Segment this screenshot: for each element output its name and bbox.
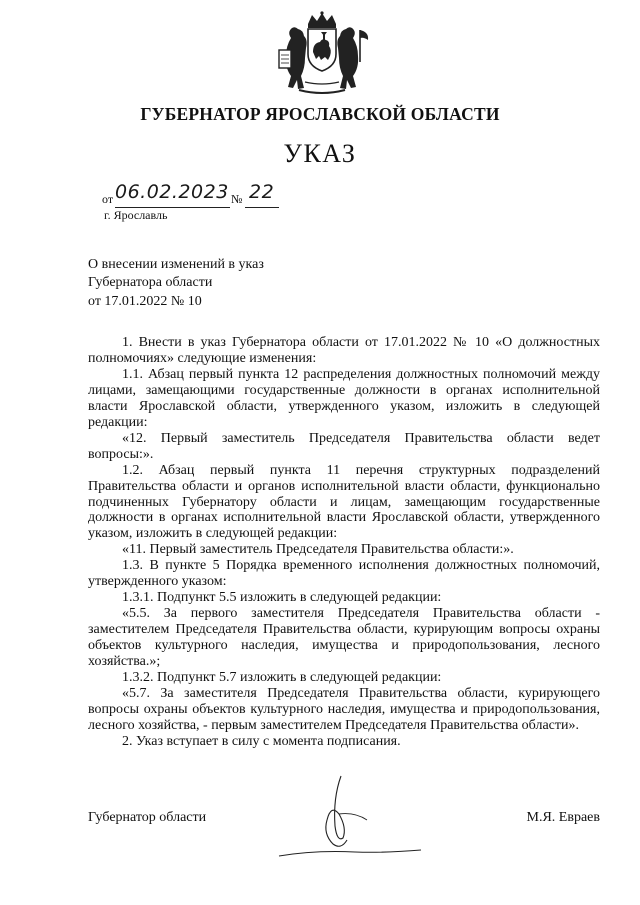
- paragraph-1-2: 1.2. Абзац первый пункта 11 перечня структурных подразделений Правительства области и органов исполнительной власти области, функционально подчиненных Губернатору области и лицам, замещающим государственные должности в органах исполнительной власти Ярославской области, утвержденного указом, изложить в следующей редакции:: [88, 462, 600, 542]
- decree-subject: [88, 256, 264, 311]
- issuing-authority: ГУБЕРНАТОР ЯРОСЛАВСКОЙ ОБЛАСТИ: [140, 104, 500, 124]
- subject-line: от 17.01.2022 № 10: [88, 293, 202, 309]
- subject-line: О внесении изменений в указ: [88, 257, 264, 272]
- city: г. Ярославль: [104, 208, 168, 222]
- document-type: УКАЗ: [283, 139, 357, 168]
- date-value: 06.02.2023: [115, 181, 229, 203]
- paragraph-1-3: 1.3. В пункте 5 Порядка временного исполнения должностных полномочий, утвержденного указом:: [88, 558, 600, 590]
- number-underline: [245, 207, 279, 208]
- paragraph-1-3-1-text: «5.5. За первого заместителя Председателя Правительства области - заместителем Председателя Правительства области, курирующим вопросы охраны объектов культурного наследия, имущества и природопользования, лесного хозяйства.»;: [88, 606, 600, 670]
- paragraph-1-1: 1.1. Абзац первый пункта 12 распределения должностных полномочий между лицами, замещающими государственные должности в органах исполнительной власти Ярославской области, утвержденного указом, изложить в следующей редакции:: [88, 366, 600, 430]
- paragraph-2: 2. Указ вступает в силу с момента подписания.: [122, 733, 401, 749]
- paragraph-1-2-text: «11. Первый заместитель Председателя Правительства области:».: [122, 542, 514, 558]
- paragraph-1-3-1: 1.3.1. Подпункт 5.5 изложить в следующей редакции:: [122, 590, 442, 606]
- signer-title: Губернатор области: [88, 810, 207, 825]
- signer-name: М.Я. Евраев: [526, 810, 600, 825]
- number-value: 22: [249, 181, 275, 203]
- handwritten-signature: [275, 768, 425, 872]
- paragraph-1: 1. Внести в указ Губернатора области от 17.01.2022 № 10 «О должностных полномочиях» следующие изменения:: [88, 335, 600, 366]
- coat-of-arms-icon: [271, 10, 373, 96]
- paragraph-1-1-text: «12. Первый заместитель Председателя Правительства области ведет вопросы:».: [88, 430, 600, 462]
- decree-body: [88, 335, 600, 750]
- number-prefix: №: [231, 192, 243, 206]
- date-prefix: от: [102, 192, 114, 206]
- subject-line: Губернатора области: [88, 275, 213, 291]
- paragraph-1-3-2-text: «5.7. За заместителя Председателя Правительства области, курирующего вопросы охраны объектов культурного наследия, имущества и природопользования, лесного хозяйства, - первым заместителем Председателя Правительства области».: [88, 685, 600, 733]
- date-number-line: [102, 183, 292, 207]
- paragraph-1-3-2: 1.3.2. Подпункт 5.7 изложить в следующей редакции:: [122, 670, 442, 686]
